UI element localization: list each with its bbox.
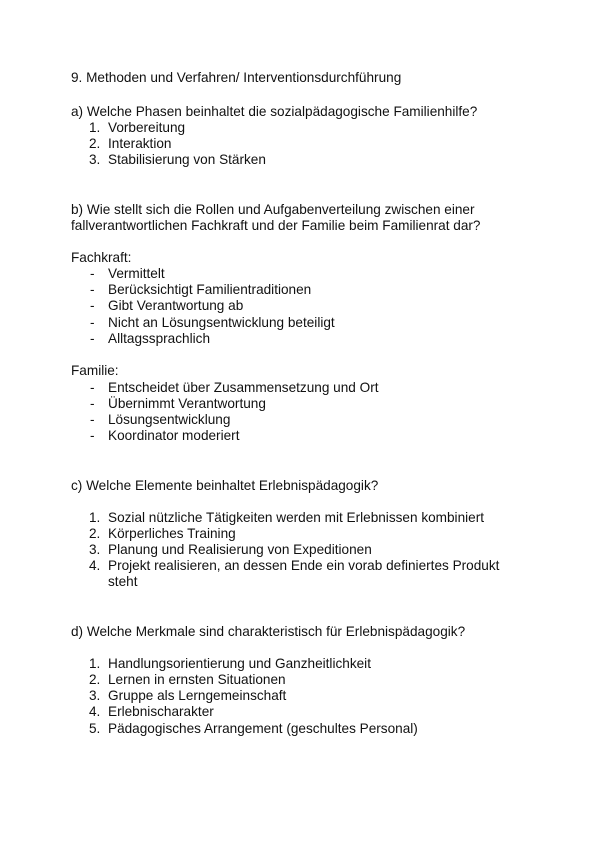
list-item: Projekt realisieren, an dessen Ende ein vorab definiertes Produkt [108, 558, 500, 573]
question-d: d) Welche Merkmale sind charakteristisch für Erlebnispädagogik? [71, 624, 466, 639]
list-item: Planung und Realisierung von Expeditionen [108, 542, 372, 557]
list-marker: 1. [89, 510, 101, 525]
list-marker: 2. [89, 672, 101, 687]
list-marker: 3. [89, 688, 101, 703]
list-item: Koordinator moderiert [108, 428, 240, 443]
list-item: Alltagssprachlich [108, 331, 210, 346]
list-marker: 3. [89, 542, 101, 557]
list-item: Pädagogisches Arrangement (geschultes Personal) [108, 721, 418, 736]
bullet-dash: - [90, 315, 95, 330]
list-marker: 1. [89, 120, 101, 135]
familie-label: Familie: [71, 363, 119, 378]
bullet-dash: - [90, 266, 95, 281]
list-marker: 5. [89, 721, 101, 736]
list-item: Vorbereitung [108, 120, 186, 135]
list-item: Lösungsentwicklung [108, 412, 231, 427]
list-item: Vermittelt [108, 266, 165, 281]
list-item: Nicht an Lösungsentwicklung beteiligt [108, 315, 335, 330]
question-c: c) Welche Elemente beinhaltet Erlebnispädagogik? [71, 478, 379, 493]
list-item: Berücksichtigt Familientraditionen [108, 282, 312, 297]
bullet-dash: - [90, 396, 95, 411]
list-marker: 3. [89, 152, 101, 167]
bullet-dash: - [90, 331, 95, 346]
list-item: Gibt Verantwortung ab [108, 298, 244, 313]
page-heading: 9. Methoden und Verfahren/ Interventionsdurchführung [71, 70, 402, 85]
list-item: Entscheidet über Zusammensetzung und Ort [108, 380, 379, 395]
list-item: Gruppe als Lerngemeinschaft [108, 688, 287, 703]
bullet-dash: - [90, 282, 95, 297]
question-a: a) Welche Phasen beinhaltet die sozialpädagogische Familienhilfe? [71, 104, 478, 119]
list-item-continuation: steht [108, 574, 138, 589]
fachkraft-label: Fachkraft: [71, 250, 132, 265]
bullet-dash: - [90, 298, 95, 313]
list-item: Interaktion [108, 136, 172, 151]
bullet-dash: - [90, 428, 95, 443]
bullet-dash: - [90, 380, 95, 395]
list-item: Erlebnischarakter [108, 704, 214, 719]
list-item: Lernen in ernsten Situationen [108, 672, 286, 687]
bullet-dash: - [90, 412, 95, 427]
list-marker: 4. [89, 558, 101, 573]
list-item: Sozial nützliche Tätigkeiten werden mit Erlebnissen kombiniert [108, 510, 485, 525]
list-item: Stabilisierung von Stärken [108, 152, 266, 167]
list-marker: 1. [89, 656, 101, 671]
question-b-line2: fallverantwortlichen Fachkraft und der Familie beim Familienrat dar? [71, 218, 481, 233]
list-marker: 4. [89, 704, 101, 719]
list-item: Übernimmt Verantwortung [108, 396, 266, 411]
question-b-line1: b) Wie stellt sich die Rollen und Aufgabenverteilung zwischen einer [71, 202, 475, 217]
list-item: Körperliches Training [108, 526, 236, 541]
list-item: Handlungsorientierung und Ganzheitlichkeit [108, 656, 371, 671]
list-marker: 2. [89, 526, 101, 541]
list-marker: 2. [89, 136, 101, 151]
